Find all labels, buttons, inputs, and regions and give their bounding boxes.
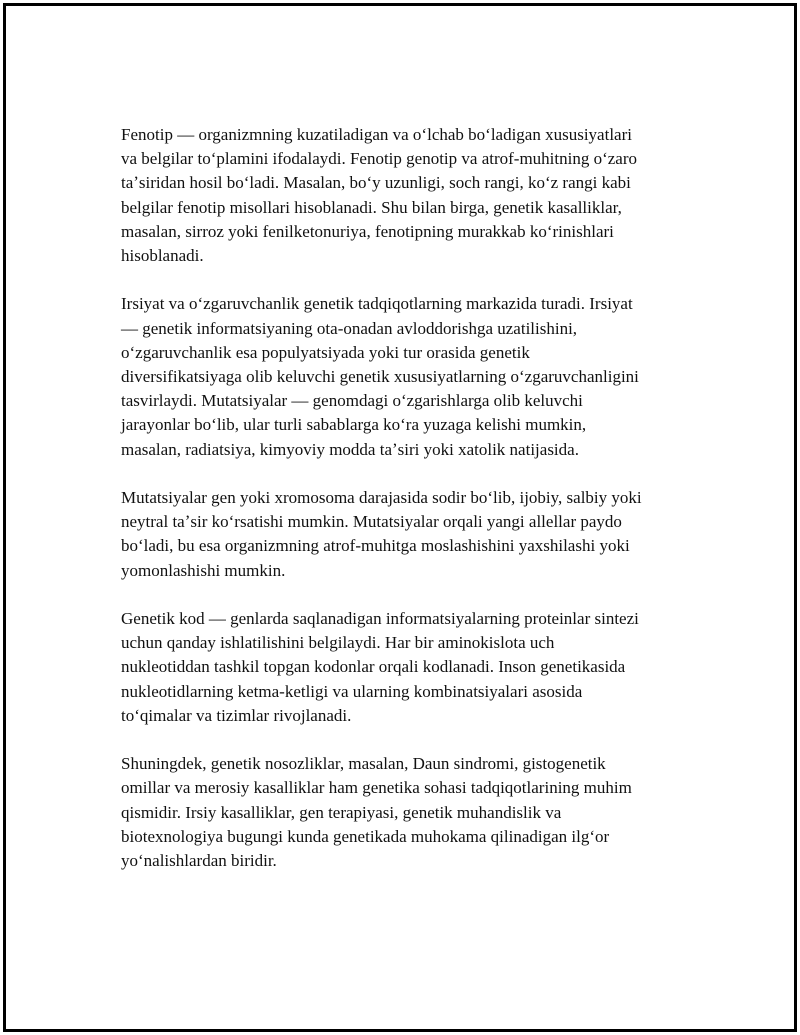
text-line: Mutatsiyalar gen yoki xromosoma darajasida sodir boʻlib, ijobiy, salbiy yoki: [121, 488, 642, 508]
paragraph-mutatsiyalar: [121, 486, 696, 583]
text-line: toʻqimalar va tizimlar rivojlanadi.: [121, 705, 352, 725]
text-line: Shuningdek, genetik nosozliklar, masalan, Daun sindromi, gistogenetik: [121, 754, 606, 774]
text-line: neytral taʼsir koʻrsatishi mumkin. Mutatsiyalar orqali yangi allellar paydo: [121, 512, 622, 532]
text-line: Irsiyat va oʻzgaruvchanlik genetik tadqiqotlarning markazida turadi. Irsiyat: [121, 294, 633, 314]
document-body: [121, 123, 696, 897]
text-line: yomonlashishi mumkin.: [121, 560, 286, 580]
text-line: masalan, sirroz yoki fenilketonuriya, fenotipning murakkab koʻrinishlari: [121, 221, 614, 241]
text-line: boʻladi, bu esa organizmning atrof-muhitga moslashishini yaxshilashi yoki: [121, 536, 630, 556]
text-line: diversifikatsiyaga olib keluvchi genetik xususiyatlarning oʻzgaruvchanligini: [121, 367, 639, 387]
text-line: Genetik kod — genlarda saqlanadigan informatsiyalarning proteinlar sintezi: [121, 609, 639, 629]
paragraph-fenotip: [121, 123, 696, 268]
paragraph-irsiyat: [121, 292, 696, 461]
page-frame: [3, 3, 797, 1032]
text-line: nukleotidlarning ketma-ketligi va ularning kombinatsiyalari asosida: [121, 681, 583, 701]
text-line: yoʻnalishlardan biridir.: [121, 851, 277, 871]
paragraph-genetik-kod: [121, 607, 696, 728]
text-line: nukleotiddan tashkil topgan kodonlar orqali kodlanadi. Inson genetikasida: [121, 657, 626, 677]
text-line: hisoblanadi.: [121, 246, 204, 266]
text-line: Fenotip — organizmning kuzatiladigan va oʻlchab boʻladigan xususiyatlari: [121, 125, 632, 144]
text-line: qismidir. Irsiy kasalliklar, gen terapiyasi, genetik muhandislik va: [121, 802, 562, 822]
text-line: belgilar fenotip misollari hisoblanadi. Shu bilan birga, genetik kasalliklar,: [121, 197, 622, 217]
text-line: uchun qanday ishlatilishini belgilaydi. Har bir aminokislota uch: [121, 633, 555, 653]
text-line: tasvirlaydi. Mutatsiyalar — genomdagi oʻzgarishlarga olib keluvchi: [121, 391, 583, 411]
text-line: biotexnologiya bugungi kunda genetikada muhokama qilinadigan ilgʻor: [121, 826, 610, 846]
text-line: va belgilar toʻplamini ifodalaydi. Fenotip genotip va atrof-muhitning oʻzaro: [121, 149, 638, 169]
text-line: omillar va merosiy kasalliklar ham genetika sohasi tadqiqotlarining muhim: [121, 778, 632, 798]
paragraph-shuningdek: [121, 752, 696, 873]
text-line: oʻzgaruvchanlik esa populyatsiyada yoki tur orasida genetik: [121, 342, 530, 362]
text-line: taʼsiridan hosil boʻladi. Masalan, boʻy uzunligi, soch rangi, koʻz rangi kabi: [121, 173, 631, 193]
text-line: — genetik informatsiyaning ota-onadan avloddorishga uzatilishini,: [121, 318, 578, 338]
text-line: masalan, radiatsiya, kimyoviy modda taʼsiri yoki xatolik natijasida.: [121, 439, 579, 459]
text-line: jarayonlar boʻlib, ular turli sabablarga koʻra yuzaga kelishi mumkin,: [121, 415, 587, 435]
